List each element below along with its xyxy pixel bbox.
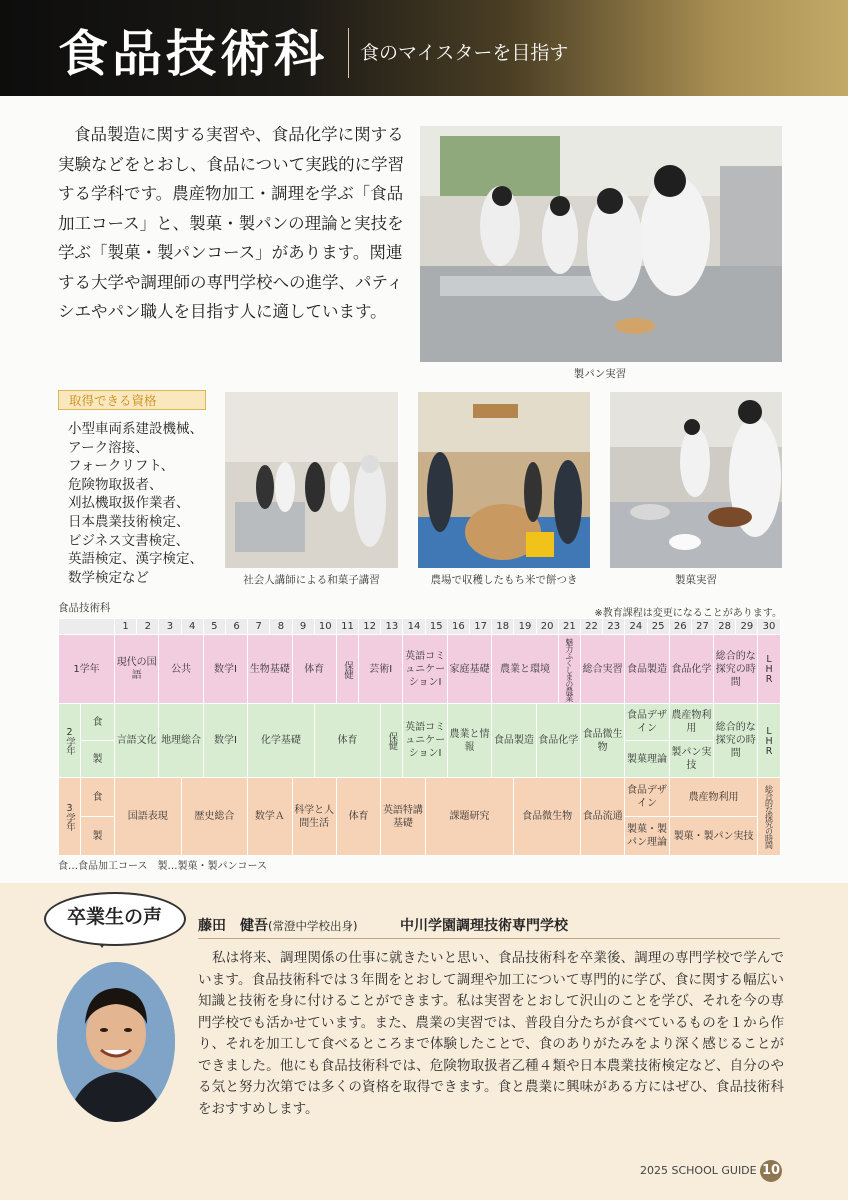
subject-cell: 魅力ふくしまの農業 [558, 635, 580, 704]
curriculum-legend: 食…食品加工コース 製…製菓・製パンコース [58, 861, 267, 872]
subject-cell: 歴史総合 [181, 778, 248, 856]
qualifications-list [68, 420, 203, 587]
period-number: 18 [492, 619, 514, 635]
graduate-portrait [57, 962, 175, 1122]
subject-cell: 総合的な探究の時間 [714, 635, 758, 704]
graduate-divider [198, 938, 780, 939]
header-corner [59, 619, 115, 635]
qualification-item: フォークリフト、 [68, 458, 175, 475]
subject-cell: 数学Ⅰ [203, 704, 247, 778]
subject-cell: 保健 [381, 704, 403, 778]
main-photo-caption: 製パン実習 [573, 368, 627, 380]
subject-cell: 農業と環境 [492, 635, 559, 704]
period-number: 3 [159, 619, 181, 635]
subject-cell: 食品製造 [625, 635, 669, 704]
subject-cell: 家庭基礎 [447, 635, 491, 704]
course-bake-label: 製 [81, 741, 115, 778]
period-number: 17 [470, 619, 492, 635]
page-number: 10 [760, 1160, 782, 1182]
subject-cell: 英語コミュニケーションⅠ [403, 635, 447, 704]
subject-cell: 食品デザイン [625, 704, 669, 741]
period-number: 10 [314, 619, 336, 635]
mochi-pounding-photo [418, 392, 590, 568]
subject-cell: 数学Ａ [248, 778, 292, 856]
period-number: 11 [336, 619, 358, 635]
intro-paragraph: 食品製造に関する実習や、食品化学に関する実験などをとおし、食品について実践的に学習する学科です。農産物加工・調理を学ぶ「食品加工コース」と、製菓・製パンの理論と実技を学ぶ「製菓・製パンコース」があります。関連する大学や調理師の専門学校への進学、パティシエやパン職人を目指す人に適しています。 [58, 125, 405, 321]
subject-cell: 言語文化 [115, 704, 159, 778]
header-divider [348, 28, 349, 78]
period-number: 13 [381, 619, 403, 635]
subject-cell: 食品微生物 [580, 704, 624, 778]
period-number: 23 [603, 619, 625, 635]
subject-cell: 保健 [336, 635, 358, 704]
qualification-item: 日本農業技術検定、 [68, 513, 190, 530]
subject-cell: 食品流通 [580, 778, 624, 856]
period-number: 14 [403, 619, 425, 635]
period-number: 20 [536, 619, 558, 635]
page-title: 食品技術科 [58, 25, 328, 83]
page-header [0, 0, 848, 96]
curriculum-title: 食品技術科 [58, 602, 111, 614]
subject-cell: 数学Ⅰ [203, 635, 247, 704]
period-number: 26 [669, 619, 691, 635]
subject-cell: 製菓理論 [625, 741, 669, 778]
year2-label: 2学年 [59, 704, 81, 778]
course-food-label: 食 [81, 778, 115, 817]
subject-cell: 化学基礎 [248, 704, 315, 778]
graduate-name-text: 藤田 健吾 [198, 918, 268, 934]
page-subtitle: 食のマイスターを目指す [360, 42, 569, 64]
year1-row [59, 635, 781, 704]
period-number: 1 [115, 619, 137, 635]
subject-cell: 総合的な探究の時間 [758, 778, 780, 856]
graduate-school: 中川学園調理技術専門学校 [400, 918, 568, 934]
period-header-row [59, 619, 781, 635]
subject-cell: 地理総合 [159, 704, 203, 778]
year1-label: 1学年 [59, 635, 115, 704]
period-number: 8 [270, 619, 292, 635]
subject-cell: 総合実習 [580, 635, 624, 704]
period-number: 28 [714, 619, 736, 635]
subject-cell: LHR [758, 704, 780, 778]
course-food-label: 食 [81, 704, 115, 741]
subject-cell: 体育 [292, 635, 336, 704]
period-number: 6 [225, 619, 247, 635]
qualifications-heading: 取得できる資格 [58, 390, 206, 410]
qualification-item: アーク溶接、 [68, 439, 149, 456]
subject-cell: 生物基礎 [248, 635, 292, 704]
subject-cell: LHR [758, 635, 780, 704]
qualification-item: 刈払機取扱作業者、 [68, 495, 190, 512]
subject-cell: 体育 [336, 778, 380, 856]
course-bake-label: 製 [81, 817, 115, 856]
period-number: 16 [447, 619, 469, 635]
voice-heading: 卒業生の声 [66, 906, 162, 928]
qualification-item: 数学検定など [68, 569, 149, 586]
qualification-item: 英語検定、漢字検定、 [68, 551, 203, 568]
qualification-item: 小型車両系建設機械、 [68, 421, 203, 437]
period-number: 15 [425, 619, 447, 635]
period-number: 22 [580, 619, 602, 635]
period-number: 12 [359, 619, 381, 635]
subject-cell: 農産物利用 [669, 778, 758, 817]
subject-cell: 農業と情報 [447, 704, 491, 778]
year3-label: 3学年 [59, 778, 81, 856]
period-number: 9 [292, 619, 314, 635]
period-number: 7 [248, 619, 270, 635]
bread-practice-photo [420, 126, 782, 362]
photo3-caption: 製菓実習 [675, 574, 717, 586]
period-number: 29 [736, 619, 758, 635]
photo2-caption: 農場で収穫したもち米で餅つき [430, 574, 578, 586]
subject-cell: 農産物利用 [669, 704, 713, 741]
subject-cell: 食品デザイン [625, 778, 669, 817]
confectionery-practice-photo [610, 392, 782, 568]
subject-cell: 国語表現 [115, 778, 182, 856]
qualification-item: 危険物取扱者、 [68, 476, 163, 493]
subject-cell: 課題研究 [425, 778, 514, 856]
subject-cell: 総合的な探究の時間 [714, 704, 758, 778]
subject-cell: 体育 [314, 704, 381, 778]
subject-cell: 製菓・製パン実技 [669, 817, 758, 856]
period-number: 2 [137, 619, 159, 635]
subject-cell: 食品微生物 [514, 778, 581, 856]
subject-cell: 食品化学 [669, 635, 713, 704]
subject-cell: 現代の国語 [115, 635, 159, 704]
period-number: 4 [181, 619, 203, 635]
subject-cell: 製パン実技 [669, 741, 713, 778]
year2-food-row [59, 704, 781, 741]
period-number: 5 [203, 619, 225, 635]
period-number: 27 [691, 619, 713, 635]
photo1-caption: 社会人講師による和菓子講習 [243, 574, 380, 586]
subject-cell: 食品化学 [536, 704, 580, 778]
subject-cell: 科学と人間生活 [292, 778, 336, 856]
period-number: 30 [758, 619, 780, 635]
qualification-item: ビジネス文書検定、 [68, 532, 190, 549]
period-number: 19 [514, 619, 536, 635]
year3-food-row [59, 778, 781, 817]
subject-cell: 英語コミュニケーションⅠ [403, 704, 447, 778]
subject-cell: 公共 [159, 635, 203, 704]
graduate-name [198, 915, 357, 935]
period-number: 25 [647, 619, 669, 635]
period-number: 21 [558, 619, 580, 635]
subject-cell: 食品製造 [492, 704, 536, 778]
graduate-testimonial: 私は将来、調理関係の仕事に就きたいと思い、食品技術科を卒業後、調理の専門学校で学んでいます。食品技術科では３年間をとおして調理や加工について専門的に学び、食に関する幅広い知識と技術を身に付けることができます。私は実習をとおして沢山のことを学び、それを今の専門学校でも活かせています。また、農業の実習では、普段自分たちが食べているものを１から作り、それを加工して食べるところまで体験したことで、食のありがたみをより深く感じることができました。他にも食品技術科では、危険物取扱者乙種４類や日本農業技術検定など、自分のやる気と努力次第では多くの資格を取得できます。食と農業に興味がある方にはぜひ、食品技術科をおすすめします。 [198, 950, 784, 1117]
subject-cell: 芸術Ⅰ [359, 635, 403, 704]
curriculum-table [58, 618, 781, 856]
wagashi-lecture-photo [225, 392, 398, 568]
period-number: 24 [625, 619, 647, 635]
graduate-origin: (常澄中学校出身) [268, 919, 358, 933]
school-guide-label: 2025 SCHOOL GUIDE [640, 1164, 757, 1177]
curriculum-note: ※教育課程は変更になることがあります。 [594, 608, 782, 619]
subject-cell: 製菓・製パン理論 [625, 817, 669, 856]
subject-cell: 英語特講基礎 [381, 778, 425, 856]
